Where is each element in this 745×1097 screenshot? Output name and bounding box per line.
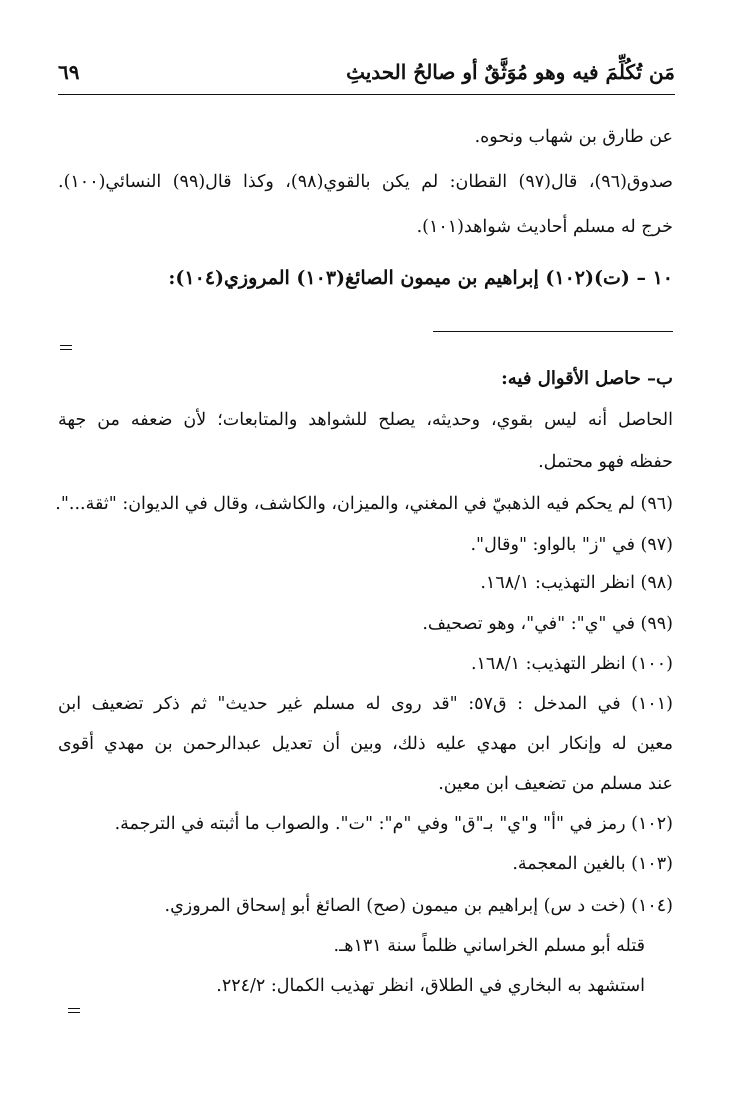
entry-heading: ١٠ – (ت)(١٠٢) إبراهيم بن ميمون الصائغ(١٠٣) المروزي(١٠٤): [168,267,673,289]
body-line: خرج له مسلم أحاديث شواهد(١٠١). [416,217,673,237]
footnote-98: (٩٨) انظر التهذيب: ١٦٨/١. [480,573,673,593]
footnote-104-cont: قتله أبو مسلم الخراساني ظلماً سنة ١٣١هـ. [333,936,645,956]
footnote-96: (٩٦) لم يحكم فيه الذهبيّ في المغني، والميزان، والكاشف، وقال في الديوان: "ثقة...". [55,494,673,514]
footnote-104-cont: استشهد به البخاري في الطلاق، انظر تهذيب الكمال: ٢٢٤/٢. [216,976,645,996]
page-number: ٦٩ [58,60,80,84]
double-dash-ornament [60,345,72,350]
body-line: عن طارق بن شهاب ونحوه. [474,127,673,147]
footnote-102: (١٠٢) رمز في "أ" و"ي" بـ"ق" وفي "م": "ت". والصواب ما أثبته في الترجمة. [114,814,673,834]
running-title: مَن تُكُلِّمَ فيه وهو مُوَثَّقٌ أو صالحُ الحديثِ [346,60,675,84]
body-line: صدوق(٩٦)، قال(٩٧) القطان: لم يكن بالقوي(٩٨)، وكذا قال(٩٩) النسائي(١٠٠). [58,172,674,192]
footnote-101-cont: معين له وإنكار ابن مهدي عليه ذلك، وبين أن تعديل عبدالرحمن بن مهدي أقوى [58,734,673,754]
section-heading: ب– حاصل الأقوال فيه: [501,368,673,389]
footnote-separator [433,331,673,332]
footnote-99: (٩٩) في "ي": "في"، وهو تصحيف. [422,614,673,634]
page-header [58,50,675,95]
section-line: الحاصل أنه ليس بقوي، وحديثه، يصلح للشواهد والمتابعات؛ لأن ضعفه من جهة [58,410,673,430]
footnote-100: (١٠٠) انظر التهذيب: ١٦٨/١. [470,654,673,674]
footnote-97: (٩٧) في "ز" بالواو: "وقال". [470,535,673,555]
double-dash-ornament [68,1008,80,1013]
section-line: حفظه فهو محتمل. [538,452,673,472]
footnote-103: (١٠٣) بالغين المعجمة. [512,854,673,874]
footnote-101: (١٠١) في المدخل : ق٥٧: "قد روى له مسلم غير حديث" ثم ذكر تضعيف ابن [58,694,673,714]
footnote-101-cont: عند مسلم من تضعيف ابن معين. [438,774,673,794]
footnote-104: (١٠٤) (خت د س) إبراهيم بن ميمون (صح) الصائغ أبو إسحاق المروزي. [164,896,673,916]
